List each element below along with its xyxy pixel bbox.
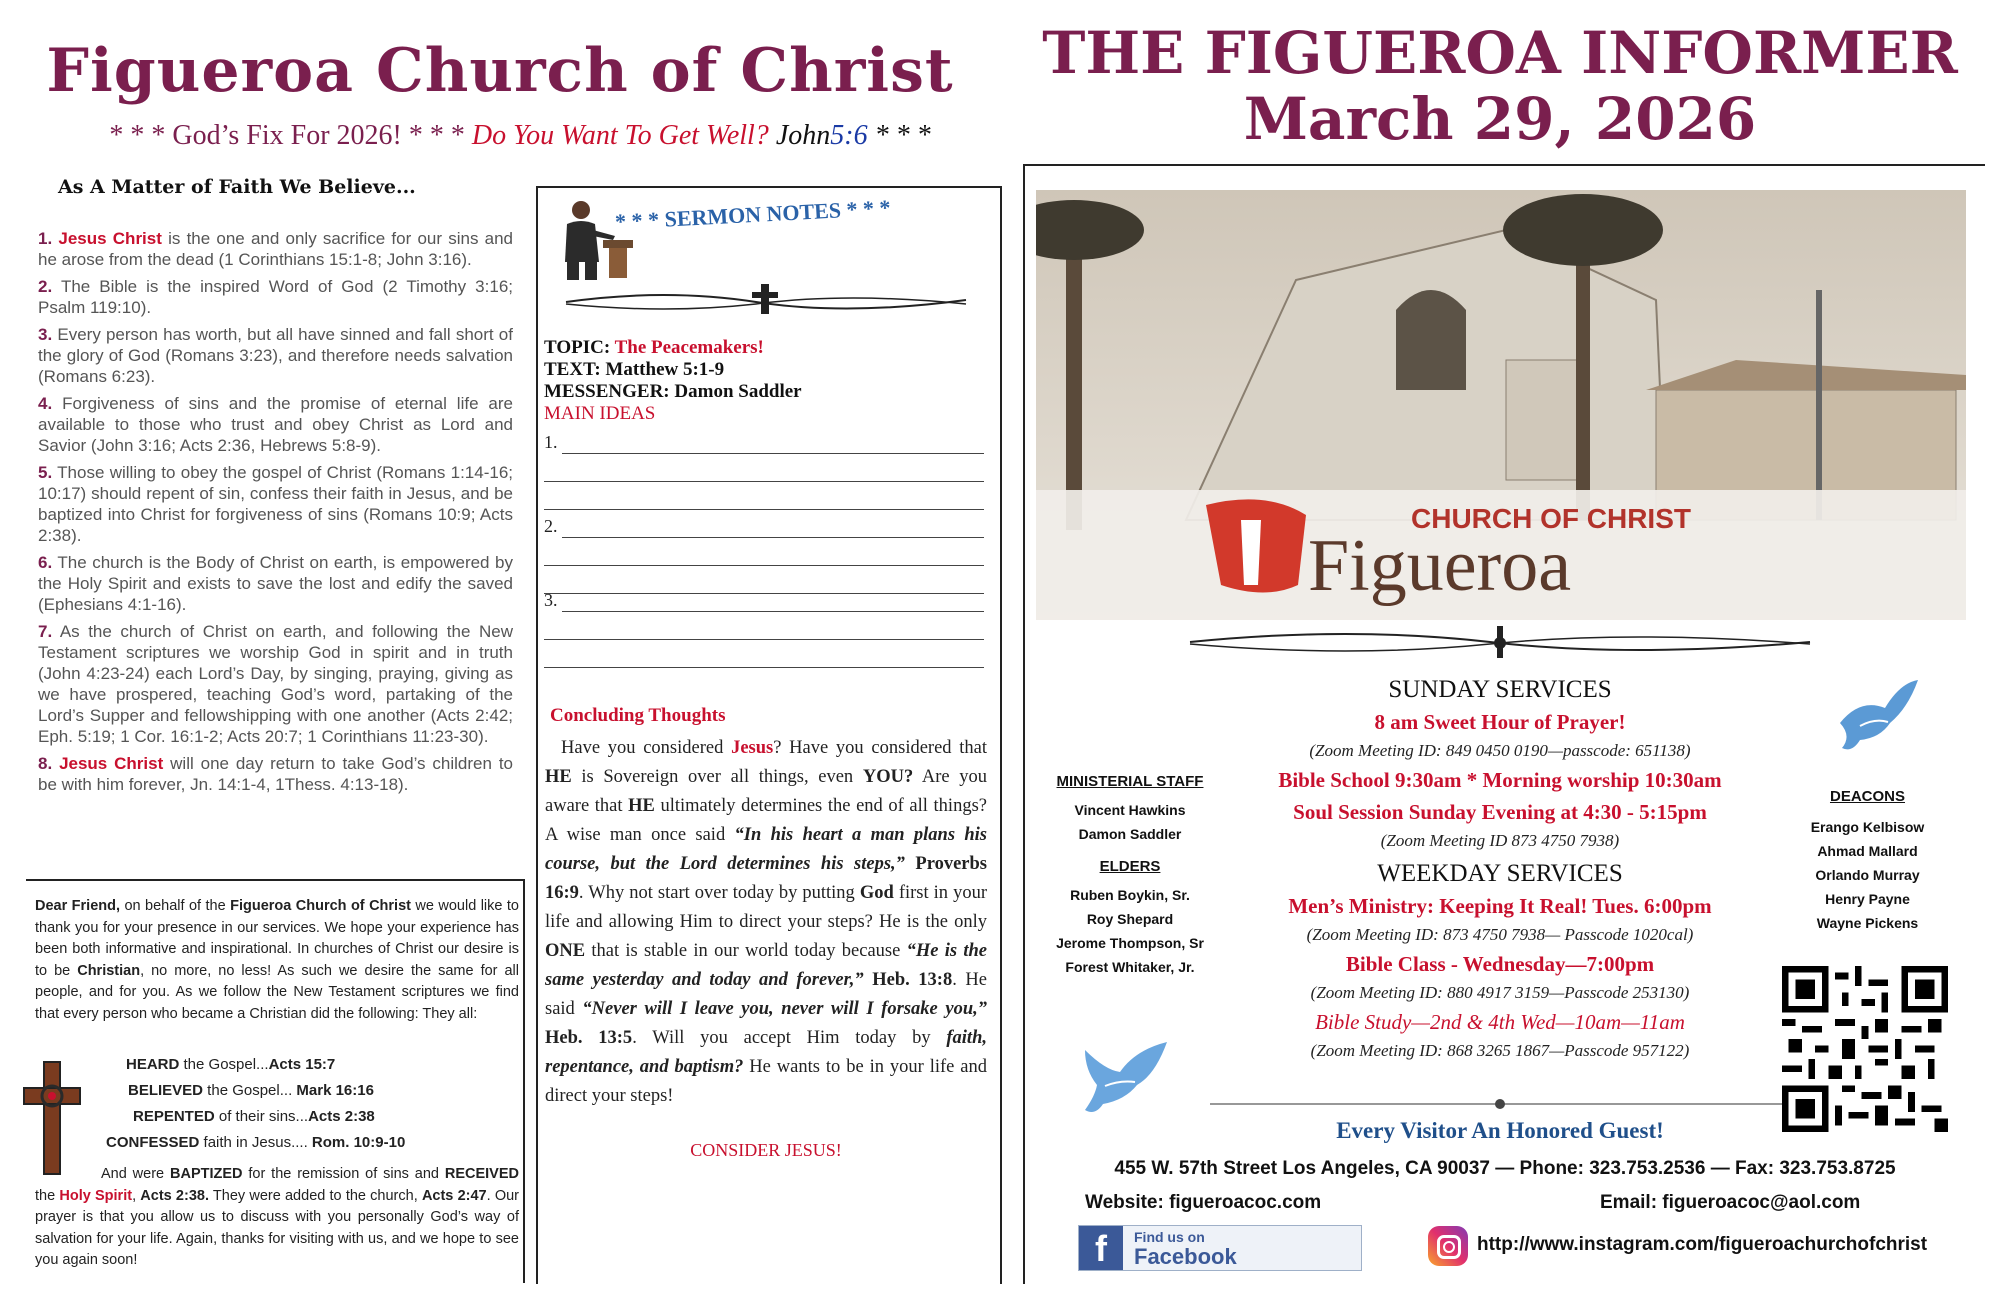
sign-large-text: Figueroa [1308,525,1572,607]
step-confessed: CONFESSED faith in Jesus.... Rom. 10:9-10 [106,1134,406,1151]
soul-session-service: Soul Session Sunday Evening at 4:30 - 5:15pm [1293,800,1707,824]
deacon: Erango Kelbisow [1810,819,1925,835]
sign-small-text: CHURCH OF CHRIST [1411,503,1691,534]
deacons-heading: DEACONS [1829,788,1905,805]
slogan-fix: * * * God’s Fix For 2026! * * * [109,120,465,151]
elder: Forest Whitaker, Jr. [1065,959,1195,975]
sermon-info: TOPIC: The Peacemakers! TEXT: Matthew 5:1-9 MESSENGER: Damon Saddler MAIN IDEAS [544,337,984,425]
slogan-stars: * * * [874,120,931,151]
sermon-messenger: Damon Saddler [674,381,802,402]
church-building-photo [1036,190,1966,620]
facebook-icon: f [1079,1226,1123,1270]
idea-number: 2. [544,516,558,536]
bible-study-service: Bible Study—2nd & 4th Wed—10am—11am [1315,1010,1685,1034]
elder: Roy Shepard [1086,911,1174,927]
staff-column [1040,773,1220,979]
belief-item: 6. The church is the Body of Christ on earth, is empowered by the Holy Spirit and exists to save the lost and edify the saved (Ephesians 4:1-16). [38,553,513,614]
prayer-zoom: (Zoom Meeting ID: 849 0450 0190—passcode: 651138) [1309,741,1691,760]
flourish-icon [1150,622,1850,662]
cross-icon [22,1058,82,1176]
main-ideas-label: MAIN IDEAS [544,403,656,424]
dove-icon [1830,678,1920,758]
step-repented: REPENTED of their sins...Acts 2:38 [133,1108,375,1125]
slogan-question: Do You Want To Get Well? [471,120,769,151]
informer-title [1000,20,2000,152]
belief-item: 7. As the church of Christ on earth, and following the New Testament scriptures we worship God in spirit and in truth (John 4:23-24) each Lord’s Day, by singing, praying, giving as we have prospered, teaching God’s word, partaking of the Lord’s Supper and fellowshipping with one another (Acts 2:42; Eph. 5:19; 1 Cor. 16:1-2; Acts 20:7; 1 Corinthians 11:23-30). [38,622,513,746]
idea-lines [544,453,984,537]
services [1240,674,1760,1064]
instagram-icon[interactable] [1428,1226,1468,1266]
idea-number: 1. [544,432,558,452]
beliefs-list [38,228,513,801]
weekday-services-heading: WEEKDAY SERVICES [1377,860,1623,887]
deacon: Henry Payne [1825,891,1910,907]
belief-item: 3. Every person has worth, but all have sinned and fall short of the glory of God (Romans 3:23), and therefore needs salvation (Romans 6:23). [38,325,513,386]
belief-item: 4. Forgiveness of sins and the promise of eternal life are available to those who trust and obey Christ as Lord and Savior (John 3:16; Acts 2:36, Hebrews 5:8-9). [38,394,513,455]
deacon: Wayne Pickens [1816,915,1919,931]
website-link[interactable]: Website: figueroacoc.com [1085,1192,1322,1213]
facebook-button[interactable] [1078,1225,1362,1271]
instagram-link[interactable]: http://www.instagram.com/figueroachurchofchrist [1477,1234,1928,1255]
friend-closing: And were BAPTIZED for the remission of sins and RECEIVED the Holy Spirit, Acts 2:38. They were added to the church, Acts 2:47. Our prayer is that you allow us to discuss with you personally God’s way of salvation for your life. Again, thanks for visiting with us, and we hope to see you again soon! [35,1166,519,1268]
deacons-column [1775,788,1960,935]
concluding-text: Have you considered Jesus? Have you considered that HE is Sovereign over all things, even YOU? Are you aware that HE ultimately determines the end of all things? A wise man once said “In his heart a man plans his course, but the Lord determines his steps,” Proverbs 16:9. Why not start over today by putting God first in your life and allowing Him to direct your steps? He is the only ONE that is stable in our world today because “He is the same yesterday and today and forever,” Heb. 13:8. He said “Never will I leave you, never will I forsake you,” Heb. 13:5. Will you accept Him today by faith, repentance, and baptism? He wants to be in your life and direct your steps! [545,738,988,1106]
sunday-services-heading: SUNDAY SERVICES [1388,676,1612,703]
prayer-service: 8 am Sweet Hour of Prayer! [1374,710,1626,734]
staff-member: Damon Saddler [1078,826,1182,842]
beliefs-heading: As A Matter of Faith We Believe... [58,176,416,198]
step-heard: HEARD the Gospel...Acts 15:7 [126,1056,336,1073]
concluding-heading: Concluding Thoughts [550,705,726,726]
friend-letter: Dear Friend, on behalf of the Figueroa Church of Christ we would like to thank you for your presence in our services. We hope your experience has been both informative and inspirational. In churches of Christ our desire is to be Christian, no more, no less! As such we desire the same for all people, and for you. As we follow the New Testament scriptures we find that every person who became a Christian did the following: They all: [35,898,520,1022]
bible-study-zoom: (Zoom Meeting ID: 868 3265 1867—Passcode 957122) [1310,1041,1690,1060]
facebook-label: Facebook [1134,1244,1237,1269]
qr-code-icon[interactable] [1782,966,1948,1132]
belief-item: 8. Jesus Christ will one day return to take God’s children to be with him forever, Jn. 14:1-4, 1Thess. 4:13-18). [38,754,514,794]
dove-icon [1075,1030,1175,1120]
consider-jesus: CONSIDER JESUS! [690,1140,842,1160]
email-link[interactable]: Email: figueroacoc@aol.com [1600,1192,1861,1213]
idea-lines [544,537,984,621]
sermon-notes-heading: * * * SERMON NOTES * * * [614,194,892,235]
bible-class-zoom: (Zoom Meeting ID: 880 4917 3159—Passcode 253130) [1310,983,1690,1002]
mens-ministry-service: Men’s Ministry: Keeping It Real! Tues. 6:00pm [1288,894,1712,918]
bible-school-service: Bible School 9:30am * Morning worship 10:30am [1278,768,1722,792]
flourish-icon [556,280,976,320]
elder: Ruben Boykin, Sr. [1070,887,1190,903]
soul-session-zoom: (Zoom Meeting ID 873 4750 7938) [1380,831,1620,850]
church-title: Figueroa Church of Christ [46,36,954,106]
facebook-small-label: Find us on [1134,1229,1205,1245]
slogan-book: John [775,120,831,151]
belief-item: 2. The Bible is the inspired Word of God (2 Timothy 3:16; Psalm 119:10). [38,277,513,317]
informer-name: THE FIGUEROA INFORMER [1042,19,1958,87]
contact-address: 455 W. 57th Street Los Angeles, CA 90037 — Phone: 323.753.2536 — Fax: 323.753.8725 [1114,1158,1896,1179]
deacon: Orlando Murray [1815,867,1920,883]
elder: Jerome Thompson, Sr [1056,935,1204,951]
sermon-text: Matthew 5:1-9 [605,359,725,380]
deacon: Ahmad Mallard [1817,843,1918,859]
visitor-tagline: Every Visitor An Honored Guest! [1336,1118,1664,1143]
elders-heading: ELDERS [1099,858,1161,875]
mens-ministry-zoom: (Zoom Meeting ID: 873 4750 7938— Passcode 1020cal) [1306,925,1694,944]
sermon-topic: The Peacemakers! [614,337,764,358]
belief-item: 5. Those willing to obey the gospel of Christ (Romans 1:14-16; 10:17) should repent of sin, confess their faith in Jesus, and be baptized into Christ for forgiveness of sins (Romans 10:9; Acts 2:38). [38,463,513,545]
step-believed: BELIEVED the Gospel... Mark 16:16 [128,1082,374,1099]
flourish-icon [1200,1094,1800,1114]
issue-date: March 29, 2026 [1243,85,1757,153]
idea-number: 3. [544,590,558,610]
slogan-ref: 5:6 [830,120,868,151]
idea-lines [544,611,984,695]
slogan [40,120,1000,152]
ministerial-staff-heading: MINISTERIAL STAFF [1056,773,1204,790]
bible-class-service: Bible Class - Wednesday—7:00pm [1345,952,1655,976]
staff-member: Vincent Hawkins [1074,802,1186,818]
belief-item: 1. Jesus Christ is the one and only sacrifice for our sins and he arose from the dead (1 Corinthians 15:1-8; John 3:16). [38,229,513,269]
